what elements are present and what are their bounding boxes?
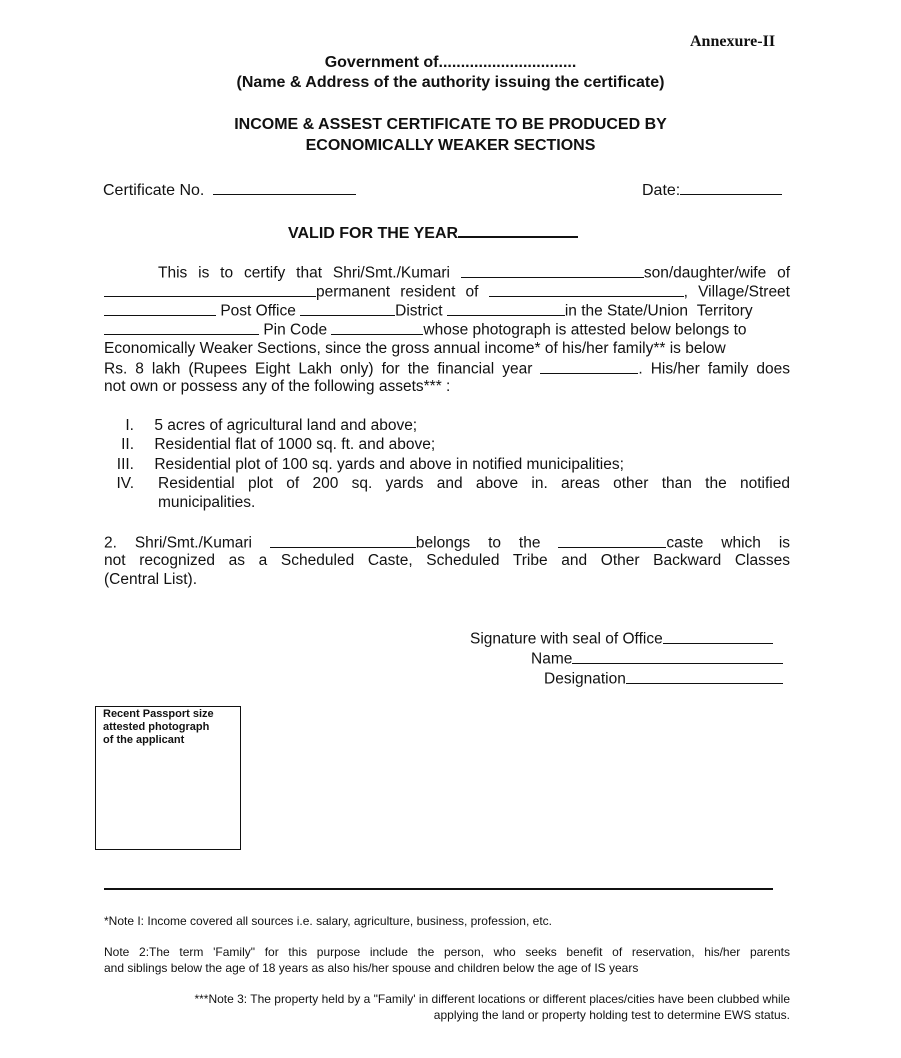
post-office-blank[interactable] xyxy=(300,300,395,316)
pin-code-blank[interactable] xyxy=(331,319,423,335)
district-blank[interactable] xyxy=(447,300,565,316)
photo-box-line: attested photograph xyxy=(103,721,210,733)
body-text: whose photograph is attested below belongs to xyxy=(423,321,747,339)
applicant-name-blank[interactable] xyxy=(461,262,644,278)
certificate-no-blank[interactable] xyxy=(213,179,356,195)
annexure-label: Annexure-II xyxy=(690,33,776,50)
financial-year-blank[interactable] xyxy=(540,358,638,374)
body-text: Shri/Smt./Kumari xyxy=(134,534,252,552)
state-blank[interactable] xyxy=(104,319,259,335)
village-blank[interactable] xyxy=(104,300,216,316)
body-text: caste which is xyxy=(666,534,791,552)
notes-divider xyxy=(104,888,773,890)
list-text-cont: municipalities. xyxy=(158,494,256,511)
list-item xyxy=(104,435,790,455)
body-text: Territory xyxy=(696,302,753,320)
body-text: in the State/Union xyxy=(564,302,689,320)
section2-line-3: (Central List). xyxy=(104,571,198,588)
date-blank[interactable] xyxy=(680,179,782,195)
name-label: Name xyxy=(531,650,573,668)
body-text: son/daughter/wife of xyxy=(643,264,790,282)
designation-blank[interactable] xyxy=(626,668,783,684)
valid-year-blank[interactable] xyxy=(458,221,578,238)
section-num: 2. xyxy=(104,534,117,552)
body-text: , Village/Street xyxy=(683,283,790,301)
signature-label: Signature with seal of Office xyxy=(470,630,663,648)
list-item xyxy=(104,416,790,436)
designation-line xyxy=(544,668,783,689)
list-text: 5 acres of agricultural land and above; xyxy=(154,417,418,434)
name-blank[interactable] xyxy=(572,648,783,664)
authority-line: (Name & Address of the authority issuing the certificate) xyxy=(236,74,665,91)
body-text: permanent resident of xyxy=(316,283,479,301)
relation-name-blank[interactable] xyxy=(104,281,316,297)
photo-box-line: Recent Passport size xyxy=(103,708,214,720)
valid-for-year xyxy=(288,221,578,243)
body-text: . His/her family does xyxy=(638,360,790,378)
certificate-no-field[interactable] xyxy=(103,179,356,200)
body-text: This is to certify that Shri/Smt./Kumari xyxy=(158,264,450,282)
list-num: III. xyxy=(116,456,134,473)
list-text: Residential plot of 200 sq. yards and above in. areas other than the notified xyxy=(158,475,790,492)
certificate-no-label: Certificate No. xyxy=(103,182,205,200)
photo-box[interactable] xyxy=(95,706,241,850)
list-num: II. xyxy=(121,436,134,453)
designation-label: Designation xyxy=(544,670,626,688)
note-3-line-1: ***Note 3: The property held by a "Family' in different locations or different places/cities have been clubbed while xyxy=(194,992,790,1006)
section2-line-2: not recognized as a Scheduled Caste, Scheduled Tribe and Other Backward Classes xyxy=(104,552,790,569)
body-line-7: not own or possess any of the following assets*** : xyxy=(104,378,451,395)
section2-name-blank[interactable] xyxy=(270,532,416,548)
signature-line xyxy=(470,628,773,649)
list-text: Residential flat of 1000 sq. ft. and above; xyxy=(154,436,436,453)
list-text: Residential plot of 100 sq. yards and above in notified municipalities; xyxy=(154,456,624,473)
note-2-line-2: and siblings below the age of 18 years as also his/her spouse and children below the age of IS years xyxy=(104,961,639,975)
note-3-line-2: applying the land or property holding test to determine EWS status. xyxy=(433,1008,790,1022)
signature-blank[interactable] xyxy=(663,628,773,644)
body-text: District xyxy=(395,302,443,320)
name-line xyxy=(531,648,783,669)
caste-blank[interactable] xyxy=(558,532,666,548)
note-1: *Note I: Income covered all sources i.e. salary, agriculture, business, profession, etc. xyxy=(104,914,552,928)
body-line-4 xyxy=(104,319,790,340)
list-num: IV. xyxy=(116,475,134,492)
valid-label: VALID FOR THE YEAR xyxy=(288,225,459,243)
list-item xyxy=(104,455,790,475)
government-line: Government of............................... xyxy=(324,54,577,71)
date-label: Date: xyxy=(642,182,681,200)
date-field[interactable] xyxy=(642,179,782,200)
body-text: Rs. 8 lakh (Rupees Eight Lakh only) for the financial year xyxy=(104,360,533,378)
body-text: Post Office xyxy=(220,302,296,320)
photo-box-line: of the applicant xyxy=(103,734,185,746)
list-num: I. xyxy=(125,417,134,434)
note-2-line-1: Note 2:The term 'Family" for this purpose include the person, who seeks benefit of reservation, his/her parents xyxy=(104,945,790,959)
body-text: Pin Code xyxy=(263,321,328,339)
body-line-5: Economically Weaker Sections, since the gross annual income* of his/her family** is below xyxy=(104,340,726,357)
body-text: belongs to the xyxy=(415,534,541,552)
residence-blank[interactable] xyxy=(489,281,684,297)
title-line-2: ECONOMICALLY WEAKER SECTIONS xyxy=(305,137,596,154)
title-line-1: INCOME & ASSEST CERTIFICATE TO BE PRODUCED BY xyxy=(234,116,667,133)
